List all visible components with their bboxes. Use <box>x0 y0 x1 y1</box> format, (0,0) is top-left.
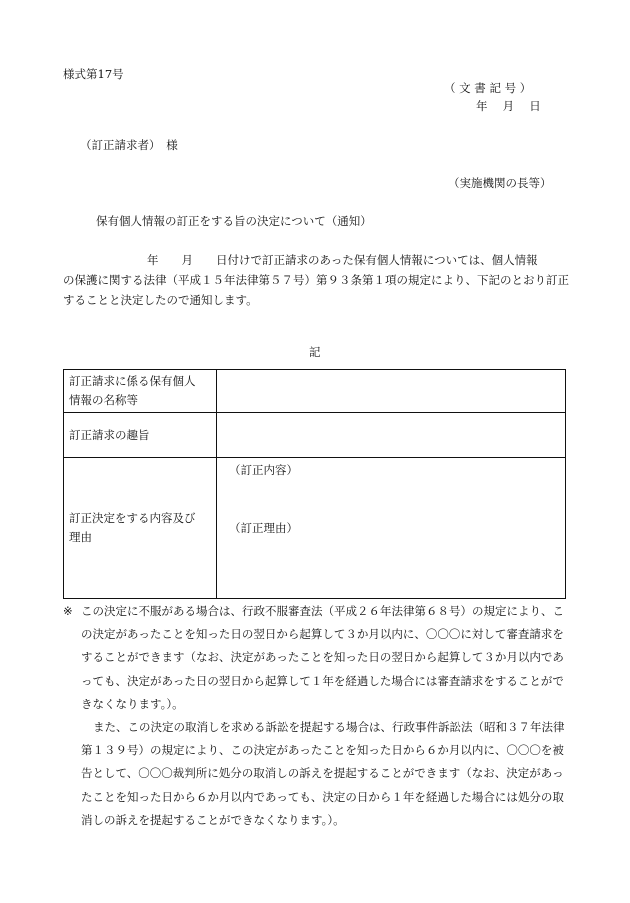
row-value-purpose <box>217 413 566 458</box>
table-row <box>64 413 566 458</box>
note-mark: ※ <box>63 604 73 618</box>
row-value-decision <box>217 458 566 599</box>
document-number: （ 文 書 記 号 ） <box>444 81 532 95</box>
row-label-purpose <box>64 413 217 458</box>
body-line-2: の保護に関する法律（平成１５年法律第５７号）第９３条第１項の規定により、下記のとおり訂正 <box>63 273 569 287</box>
sender: （実施機関の長等） <box>448 176 552 190</box>
notice-title: 保有個人情報の訂正をする旨の決定について（通知） <box>96 214 372 228</box>
row-label-text: 理由 <box>69 530 92 544</box>
row-label-text: 訂正請求の趣旨 <box>69 427 150 442</box>
note-paragraph-2: また、この決定の取消しを求める訴訟を提起する場合は、行政事件訴訟法（昭和３７年法律第１３９号）の規定により、この決定があったことを知った日から６か月以内に、〇〇〇を被告として、〇〇〇裁判所に処分の取消しの訴えを提起することができます（なお、決定があったことを知った日から６か月以内であっても、決定の日から１年を経過した場合には処分の取消しの訴えを提起することができなくなります。）。 <box>81 720 565 827</box>
row-value-info-name <box>217 370 566 413</box>
body-line-3: することと決定したので通知します。 <box>63 293 258 307</box>
correction-content-label: （訂正内容） <box>229 463 298 477</box>
row-label-text: 訂正請求に係る保有個人 <box>69 374 196 388</box>
table-row <box>64 458 566 599</box>
addressee: （訂正請求者） 様 <box>80 138 178 152</box>
row-label-text: 情報の名称等 <box>69 393 138 407</box>
ki-heading: 記 <box>309 345 321 359</box>
appeal-note <box>63 600 573 832</box>
row-label-decision <box>64 458 217 599</box>
row-label-text: 訂正決定をする内容及び <box>69 511 196 525</box>
row-label-info-name <box>64 370 217 413</box>
date-line: 年 月 日 <box>476 99 541 113</box>
form-number: 様式第17号 <box>63 67 124 81</box>
body-line-1: 年 月 日付けで訂正請求のあった保有個人情報については、個人情報 <box>147 253 538 267</box>
note-paragraph-1: この決定に不服がある場合は、行政不服審査法（平成２６年法律第６８号）の規定により、この決定があったことを知った日の翌日から起算して３か月以内に、〇〇〇に対して審査請求をすることができます（なお、決定があったことを知った日の翌日から起算して３か月以内であっても、決定があった日の翌日から起算して１年を経過した場合には審査請求をすることができなくなります。）。 <box>81 604 564 711</box>
table-row <box>64 370 566 413</box>
decision-table <box>63 369 566 599</box>
correction-reason-label: （訂正理由） <box>229 521 298 535</box>
